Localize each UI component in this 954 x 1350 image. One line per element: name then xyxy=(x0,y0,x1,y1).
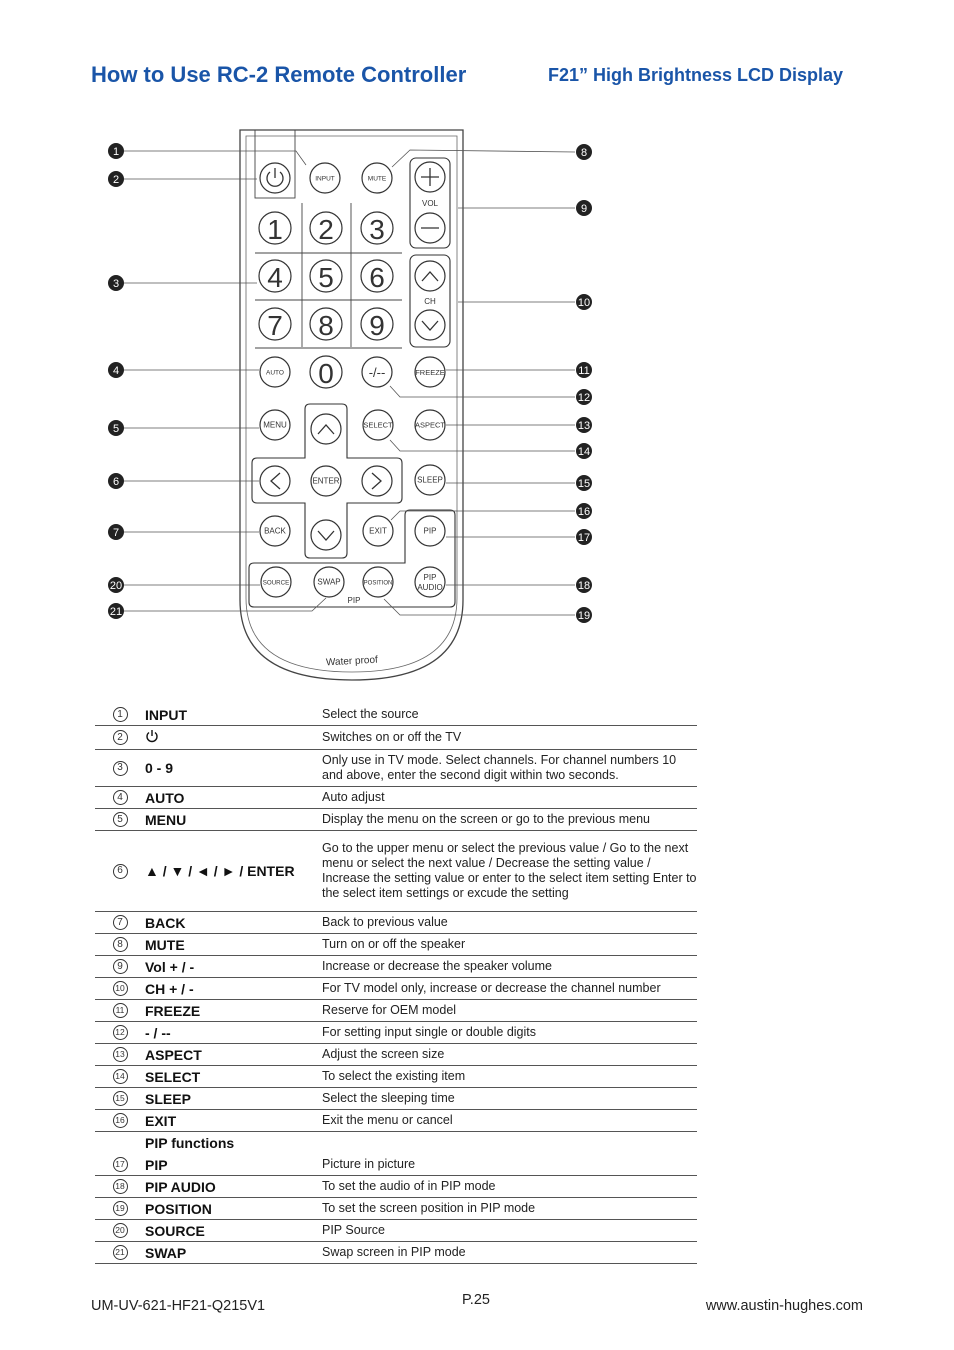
row-key: MENU xyxy=(145,811,187,828)
callout-8: 8 xyxy=(580,147,588,159)
row-number: 3 xyxy=(113,761,128,776)
website-link[interactable]: www.austin-hughes.com xyxy=(705,1298,863,1314)
row-description: Select the sleeping time xyxy=(322,1091,455,1105)
menu-label: MENU xyxy=(263,420,287,430)
row-number: 20 xyxy=(113,1223,128,1238)
row-key: - / -- xyxy=(145,1024,171,1041)
pip-audio-label-top: PIP xyxy=(423,573,437,582)
row-description: Increase or decrease the speaker volume xyxy=(322,959,552,973)
row-key: INPUT xyxy=(145,706,187,723)
input-button-label: INPUT xyxy=(315,175,335,183)
callout-20: 20 xyxy=(109,580,123,592)
table-row xyxy=(95,912,697,934)
table-row xyxy=(95,831,697,912)
callout-3: 3 xyxy=(112,278,120,290)
row-key: EXIT xyxy=(145,1112,177,1129)
row-description: For TV model only, increase or decrease the channel number xyxy=(322,981,661,995)
enter-label: ENTER xyxy=(312,476,340,486)
exit-label: EXIT xyxy=(369,526,387,536)
digit-3: 3 xyxy=(369,214,385,245)
row-description: Picture in picture xyxy=(322,1157,416,1171)
row-key: SELECT xyxy=(145,1068,201,1085)
table-row xyxy=(95,1242,697,1264)
row-key: Vol + / - xyxy=(145,958,195,975)
row-description: Back to previous value xyxy=(322,915,448,929)
page-number: P.25 xyxy=(462,1292,490,1308)
table-row xyxy=(95,704,697,726)
table-row xyxy=(95,1044,697,1066)
row-description: Turn on or off the speaker xyxy=(322,937,466,951)
digit-1: 1 xyxy=(267,214,283,245)
table-row xyxy=(95,1110,697,1132)
row-description: Only use in TV mode. Select channels. For channel numbers 10 and above, enter the second digit within two seconds. xyxy=(322,753,677,782)
callout-10: 10 xyxy=(577,297,591,309)
row-number: 1 xyxy=(113,707,128,722)
row-description: PIP Source xyxy=(322,1223,386,1237)
digit-0: 0 xyxy=(318,358,334,389)
down-arrow-button xyxy=(311,520,341,550)
callout-2: 2 xyxy=(112,174,120,186)
up-arrow-button xyxy=(311,414,341,444)
vol-label: VOL xyxy=(421,199,439,208)
row-number: 2 xyxy=(113,730,128,745)
row-key: PIP AUDIO xyxy=(145,1178,216,1195)
row-description: Auto adjust xyxy=(322,790,385,804)
table-row xyxy=(95,787,697,809)
left-arrow-button xyxy=(260,466,290,496)
callout-5: 5 xyxy=(112,423,120,435)
auto-label: AUTO xyxy=(266,369,284,377)
waterproof-label: Water proof xyxy=(325,654,379,669)
digit-9: 9 xyxy=(369,310,385,341)
pip-group-label: PIP xyxy=(347,596,361,605)
aspect-label: ASPECT xyxy=(414,420,446,430)
row-description: Reserve for OEM model xyxy=(322,1003,457,1017)
position-label: POSITION xyxy=(363,580,393,587)
back-label: BACK xyxy=(264,526,286,536)
row-number: 5 xyxy=(113,812,128,827)
table-row xyxy=(95,1220,697,1242)
row-number: 10 xyxy=(113,981,128,996)
function-table xyxy=(95,704,697,1132)
row-number: 17 xyxy=(113,1157,128,1172)
pip-audio-button xyxy=(415,567,445,597)
row-number: 13 xyxy=(113,1047,128,1062)
row-description: Select the source xyxy=(322,707,419,721)
row-key: SLEEP xyxy=(145,1090,191,1107)
row-key: SOURCE xyxy=(145,1222,205,1239)
product-subtitle: F21” High Brightness LCD Display xyxy=(548,65,844,85)
callout-6: 6 xyxy=(112,476,120,488)
row-description: To set the screen position in PIP mode xyxy=(322,1201,536,1215)
row-number: 15 xyxy=(113,1091,128,1106)
row-number: 16 xyxy=(113,1113,128,1128)
row-description: For setting input single or double digits xyxy=(322,1025,537,1039)
select-label: SELECT xyxy=(363,420,393,430)
row-key: ASPECT xyxy=(145,1046,202,1063)
callout-11: 11 xyxy=(578,365,590,377)
table-row xyxy=(95,1154,697,1176)
row-description: Go to the upper menu or select the previous value / Go to the next menu or select the next value / Decrease the setting value / Increase the setting value or enter to the select item setting Enter to the select item settings or excude the setting xyxy=(322,841,697,900)
table-row xyxy=(95,956,697,978)
document-code: UM-UV-621-HF21-Q215V1 xyxy=(91,1298,266,1314)
row-description: Switches on or off the TV xyxy=(322,730,462,744)
callout-lines xyxy=(124,150,575,615)
row-number: 21 xyxy=(113,1245,128,1260)
callout-13: 13 xyxy=(577,420,591,432)
ch-label: CH xyxy=(424,297,436,306)
row-key: BACK xyxy=(145,914,186,931)
dash-label: -/-- xyxy=(368,365,386,380)
pip-function-table xyxy=(95,1154,697,1264)
row-number: 8 xyxy=(113,937,128,952)
pip-label: PIP xyxy=(423,526,437,536)
digit-7: 7 xyxy=(267,310,283,341)
row-key: FREEZE xyxy=(145,1002,201,1019)
swap-label: SWAP xyxy=(317,577,341,587)
freeze-label: FREEZE xyxy=(415,368,445,377)
row-number: 12 xyxy=(113,1025,128,1040)
row-number: 18 xyxy=(113,1179,128,1194)
digit-8: 8 xyxy=(318,310,334,341)
row-key: ▲ / ▼ / ◄ / ► / ENTER xyxy=(145,863,295,879)
callout-4: 4 xyxy=(112,365,120,377)
row-key: SWAP xyxy=(145,1244,187,1261)
row-key: 0 - 9 xyxy=(145,760,174,776)
row-key: MUTE xyxy=(145,936,185,953)
right-arrow-button xyxy=(362,466,392,496)
row-key: AUTO xyxy=(145,789,185,806)
row-key: PIP xyxy=(145,1156,168,1173)
row-description: Swap screen in PIP mode xyxy=(322,1245,466,1259)
table-row xyxy=(95,809,697,831)
table-row xyxy=(95,978,697,1000)
power-icon xyxy=(145,729,322,746)
row-number: 7 xyxy=(113,915,128,930)
row-number: 14 xyxy=(113,1069,128,1084)
table-row xyxy=(95,1022,697,1044)
table-row xyxy=(95,1000,697,1022)
row-number: 11 xyxy=(113,1003,128,1018)
row-number: 9 xyxy=(113,959,128,974)
callout-21: 21 xyxy=(109,606,123,618)
table-row xyxy=(95,934,697,956)
ch-down-button xyxy=(415,310,445,340)
callout-16: 16 xyxy=(577,506,591,518)
callout-17: 17 xyxy=(577,532,591,544)
callout-19: 19 xyxy=(577,610,591,622)
ch-up-button xyxy=(415,261,445,291)
callout-numbers xyxy=(108,143,592,623)
callout-1: 1 xyxy=(112,146,120,158)
row-description: To select the existing item xyxy=(322,1069,466,1083)
callout-14: 14 xyxy=(577,446,591,458)
mute-button-label: MUTE xyxy=(367,175,387,183)
digit-5: 5 xyxy=(318,262,334,293)
sleep-label: SLEEP xyxy=(417,475,443,485)
row-description: Display the menu on the screen or go to the previous menu xyxy=(322,812,650,826)
row-key: POSITION xyxy=(145,1200,212,1217)
row-number: 6 xyxy=(113,864,128,879)
digit-4: 4 xyxy=(267,262,283,293)
digit-2: 2 xyxy=(318,214,334,245)
callout-9: 9 xyxy=(580,203,588,215)
row-description: Adjust the screen size xyxy=(322,1047,445,1061)
callout-7: 7 xyxy=(112,527,120,539)
table-row xyxy=(95,750,697,787)
row-description: To set the audio of in PIP mode xyxy=(322,1179,496,1193)
pip-audio-label-bottom: AUDIO xyxy=(417,583,443,592)
callout-12: 12 xyxy=(577,392,591,404)
callout-18: 18 xyxy=(577,580,591,592)
source-label: SOURCE xyxy=(262,579,290,587)
callout-15: 15 xyxy=(577,478,591,490)
table-row xyxy=(95,726,697,750)
digit-6: 6 xyxy=(369,262,385,293)
page-title: How to Use RC-2 Remote Controller xyxy=(91,62,467,87)
pip-functions-title: PIP functions xyxy=(145,1135,235,1151)
table-row xyxy=(95,1066,697,1088)
table-row xyxy=(95,1088,697,1110)
row-number: 19 xyxy=(113,1201,128,1216)
row-number: 4 xyxy=(113,790,128,805)
row-description: Exit the menu or cancel xyxy=(322,1113,453,1127)
table-row xyxy=(95,1198,697,1220)
table-row xyxy=(95,1176,697,1198)
row-key: CH + / - xyxy=(145,980,194,997)
